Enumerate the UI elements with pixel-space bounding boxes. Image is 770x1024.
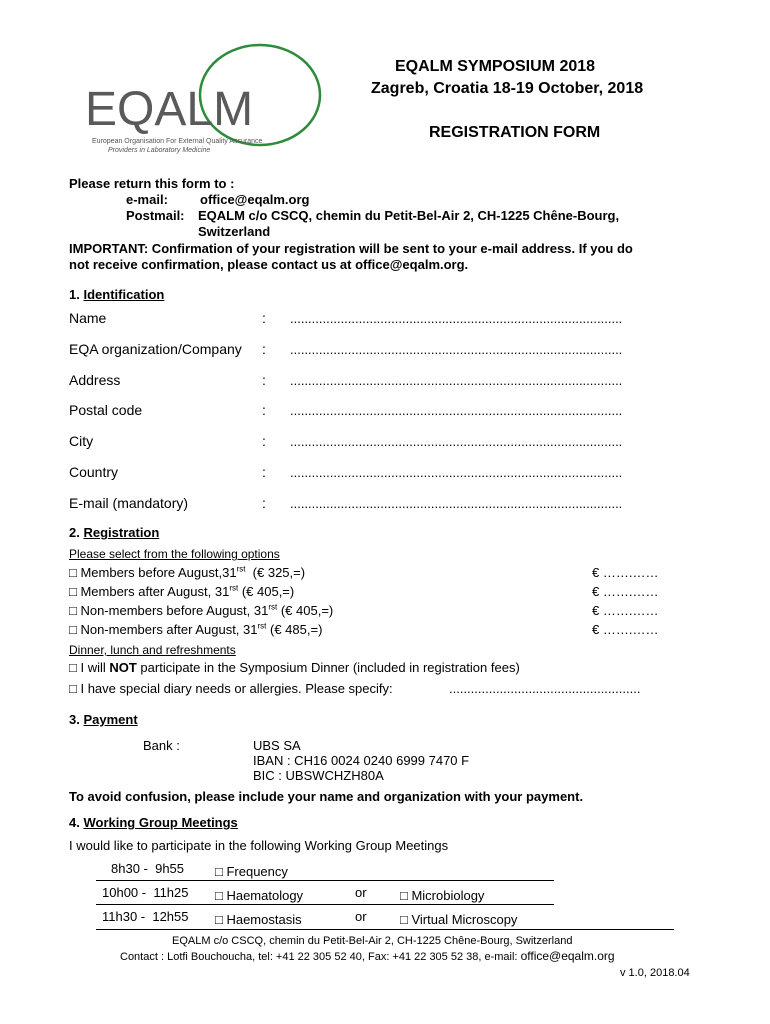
option-price: (€ 405,=)	[238, 584, 295, 599]
bank-name: UBS SA	[253, 738, 301, 753]
meeting-option-checkbox[interactable]: □ Haematology	[215, 888, 304, 903]
field-colon: :	[262, 341, 266, 357]
field-label: Name	[69, 310, 107, 326]
option-text: □ Non-members after August, 31	[69, 622, 258, 637]
diet-checkbox-option[interactable]: □ I have special diary needs or allergies. Please specify:	[69, 681, 393, 696]
meeting-or-label: or	[355, 885, 367, 900]
meeting-time: 8h30 - 9h55	[111, 861, 185, 876]
section-number: 2.	[69, 525, 80, 540]
email-label: e-mail:	[126, 192, 168, 207]
meetings-rule-1	[96, 880, 554, 881]
option-text: □ Members after August, 31	[69, 584, 230, 599]
footer-contact	[120, 949, 615, 963]
option-price: (€ 405,=)	[277, 603, 334, 618]
field-input[interactable]: ............................................................................................	[290, 434, 623, 449]
dinner-post: participate in the Symposium Dinner (included in registration fees)	[136, 660, 520, 675]
section-title: Working Group Meetings	[83, 815, 238, 830]
registration-option[interactable]	[69, 584, 294, 599]
amount-field[interactable]: € …….……	[592, 565, 659, 580]
iban: IBAN : CH16 0024 0240 6999 7470 F	[253, 753, 470, 768]
field-colon: :	[262, 310, 266, 326]
meeting-option-checkbox[interactable]: □ Virtual Microscopy	[400, 912, 518, 927]
logo-graphic	[60, 30, 350, 165]
symposium-location: Zagreb, Croatia 18-19 October, 2018	[371, 80, 644, 97]
section-title: Registration	[83, 525, 160, 540]
option-superscript: rst	[268, 602, 278, 612]
meeting-time: 11h30 - 12h55	[102, 909, 189, 924]
amount-field[interactable]: € …….……	[592, 622, 659, 637]
meeting-option-checkbox[interactable]: □ Haemostasis	[215, 912, 302, 927]
meeting-option-checkbox[interactable]: □ Microbiology	[400, 888, 485, 903]
field-colon: :	[262, 495, 266, 511]
section-title: Payment	[83, 712, 138, 727]
field-label: Postal code	[69, 402, 143, 418]
option-superscript: rst	[257, 621, 267, 631]
option-price: (€ 325,=)	[245, 565, 306, 580]
logo-letters: EQALM	[85, 83, 254, 136]
option-text: □ Members before August,31	[69, 565, 237, 580]
bic: BIC : UBSWCHZH80A	[253, 768, 384, 783]
field-colon: :	[262, 372, 266, 388]
field-input[interactable]: ............................................................................................	[290, 496, 623, 511]
field-input[interactable]: ............................................................................................	[290, 311, 623, 326]
registration-option[interactable]	[69, 622, 322, 637]
postmail-value-2: Switzerland	[198, 224, 271, 239]
dinner-not: NOT	[109, 660, 137, 675]
section-number: 4.	[69, 815, 80, 830]
meeting-time: 10h00 - 11h25	[102, 885, 189, 900]
section-registration-heading	[69, 525, 159, 540]
option-text: □ Non-members before August, 31	[69, 603, 269, 618]
field-colon: :	[262, 433, 266, 449]
email-value: office@eqalm.org	[200, 192, 310, 207]
section-identification-heading	[69, 287, 164, 302]
field-label: Address	[69, 372, 121, 388]
footer-contact-text: Contact : Lotfi Bouchoucha, tel: +41 22 305 52 40, Fax: +41 22 305 52 38, e-mail:	[120, 951, 521, 963]
version-label: v 1.0, 2018.04	[620, 967, 690, 979]
dinner-heading: Dinner, lunch and refreshments	[69, 643, 236, 657]
footer-email-link[interactable]: office@eqalm.org	[520, 949, 615, 963]
option-superscript: rst	[236, 564, 246, 574]
section-number: 1.	[69, 287, 80, 302]
dinner-checkbox-option[interactable]	[69, 660, 520, 675]
return-intro: Please return this form to :	[69, 176, 235, 191]
field-label: Country	[69, 464, 119, 480]
field-input[interactable]: ............................................................................................	[290, 342, 623, 357]
field-label: E-mail (mandatory)	[69, 495, 189, 511]
registration-subheading: Please select from the following options	[69, 547, 280, 561]
dinner-pre: □ I will	[69, 660, 110, 675]
registration-option[interactable]	[69, 603, 333, 618]
meeting-option-checkbox[interactable]: □ Frequency	[215, 864, 288, 879]
section-number: 3.	[69, 712, 80, 727]
field-label: City	[69, 433, 94, 449]
registration-option[interactable]	[69, 565, 305, 580]
logo-tagline-2: Providers in Laboratory Medicine	[108, 147, 211, 154]
amount-field[interactable]: € …….……	[592, 603, 659, 618]
meeting-or-label: or	[355, 909, 367, 924]
eqalm-logo	[60, 30, 350, 165]
meetings-intro: I would like to participate in the following Working Group Meetings	[69, 838, 449, 853]
field-label: EQA organization/Company	[69, 341, 242, 357]
meetings-rule-2	[96, 904, 554, 905]
symposium-title: EQALM SYMPOSIUM 2018	[395, 58, 596, 75]
logo-tagline-1: European Organisation For External Quality Assurance	[92, 138, 263, 145]
footer-rule	[96, 929, 674, 930]
field-input[interactable]: ............................................................................................	[290, 403, 623, 418]
amount-field[interactable]: € …….……	[592, 584, 659, 599]
diet-specify-field[interactable]: .....................................................	[449, 681, 641, 696]
important-line-2: not receive confirmation, please contact us at office@eqalm.org.	[69, 257, 469, 272]
form-title: REGISTRATION FORM	[429, 124, 601, 141]
option-superscript: rst	[229, 583, 239, 593]
field-input[interactable]: ............................................................................................	[290, 373, 623, 388]
important-line-1: IMPORTANT: Confirmation of your registration will be sent to your e-mail address. If you do	[69, 241, 633, 256]
bank-label: Bank :	[143, 738, 180, 753]
field-colon: :	[262, 402, 266, 418]
section-title: Identification	[83, 287, 165, 302]
option-price: (€ 485,=)	[266, 622, 323, 637]
postmail-label: Postmail:	[126, 208, 185, 223]
section-payment-heading	[69, 712, 138, 727]
postmail-value-1: EQALM c/o CSCQ, chemin du Petit-Bel-Air 2, CH-1225 Chêne-Bourg,	[198, 208, 620, 223]
payment-note: To avoid confusion, please include your name and organization with your payment.	[69, 789, 584, 804]
field-colon: :	[262, 464, 266, 480]
footer-address: EQALM c/o CSCQ, chemin du Petit-Bel-Air 2, CH-1225 Chêne-Bourg, Switzerland	[172, 935, 573, 947]
field-input[interactable]: ............................................................................................	[290, 465, 623, 480]
section-meetings-heading	[69, 815, 238, 830]
